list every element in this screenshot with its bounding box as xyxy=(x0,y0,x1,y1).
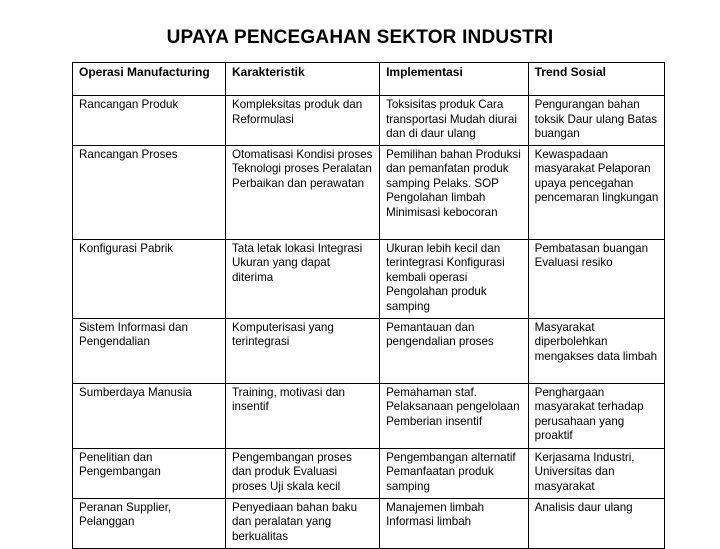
cell-operasi: Rancangan Proses xyxy=(73,145,226,239)
cell-implementasi: Toksisitas produk Cara transportasi Mudah diurai dan di daur ulang xyxy=(380,96,529,146)
cell-karakteristik: Tata letak lokasi Integrasi Ukuran yang dapat diterima xyxy=(225,239,379,318)
cell-operasi: Sistem Informasi dan Pengendalian xyxy=(73,318,226,383)
cell-implementasi: Ukuran lebih kecil dan terintegrasi Konfigurasi kembali operasi Pengolahan produk samping xyxy=(380,239,529,318)
cell-implementasi: Manajemen limbah Informasi limbah xyxy=(380,498,529,548)
cell-karakteristik: Training, motivasi dan insentif xyxy=(225,383,379,448)
table-row xyxy=(73,448,665,498)
cell-karakteristik: Pengembangan proses dan produk Evaluasi proses Uji skala kecil xyxy=(225,448,379,498)
table-row xyxy=(73,96,665,146)
cell-trend: Analisis daur ulang xyxy=(528,498,664,548)
table-row xyxy=(73,383,665,448)
cell-karakteristik: Penyediaan bahan baku dan peralatan yang berkualitas xyxy=(225,498,379,548)
cell-trend: Kewaspadaan masyarakat Pelaporan upaya pencegahan pencemaran lingkungan xyxy=(528,145,664,239)
cell-operasi: Peranan Supplier, Pelanggan xyxy=(73,498,226,548)
header-operasi: Operasi Manufacturing xyxy=(73,63,226,96)
cell-karakteristik: Komputerisasi yang terintegrasi xyxy=(225,318,379,383)
prevention-table xyxy=(72,62,665,549)
cell-karakteristik: Otomatisasi Kondisi proses Teknologi proses Peralatan Perbaikan dan perawatan xyxy=(225,145,379,239)
cell-implementasi: Pemahaman staf. Pelaksanaan pengelolaan Pemberian insentif xyxy=(380,383,529,448)
header-trend: Trend Sosial xyxy=(528,63,664,96)
cell-implementasi: Pengembangan alternatif Pemanfaatan produk samping xyxy=(380,448,529,498)
cell-trend: Masyarakat diperbolehkan mengakses data limbah xyxy=(528,318,664,383)
page-title: UPAYA PENCEGAHAN SEKTOR INDUSTRI xyxy=(166,27,554,48)
cell-implementasi: Pemantauan dan pengendalian proses xyxy=(380,318,529,383)
cell-implementasi: Pemilihan bahan Produksi dan pemanfatan produk samping Pelaks. SOP Pengolahan limbah Minimisasi kebocoran xyxy=(380,145,529,239)
header-karakteristik: Karakteristik xyxy=(225,63,379,96)
cell-operasi: Konfigurasi Pabrik xyxy=(73,239,226,318)
table-row xyxy=(73,239,665,318)
table-row xyxy=(73,318,665,383)
header-row xyxy=(73,63,665,96)
cell-operasi: Sumberdaya Manusia xyxy=(73,383,226,448)
cell-trend: Penghargaan masyarakat terhadap perusahaan yang proaktif xyxy=(528,383,664,448)
table-row xyxy=(73,498,665,548)
header-implementasi: Implementasi xyxy=(380,63,529,96)
cell-operasi: Rancangan Produk xyxy=(73,96,226,146)
table-row xyxy=(73,145,665,239)
cell-operasi: Penelitian dan Pengembangan xyxy=(73,448,226,498)
cell-karakteristik: Kompleksitas produk dan Reformulasi xyxy=(225,96,379,146)
cell-trend: Pengurangan bahan toksik Daur ulang Batas buangan xyxy=(528,96,664,146)
cell-trend: Kerjasama Industri, Universitas dan masyarakat xyxy=(528,448,664,498)
cell-trend: Pembatasan buangan Evaluasi resiko xyxy=(528,239,664,318)
